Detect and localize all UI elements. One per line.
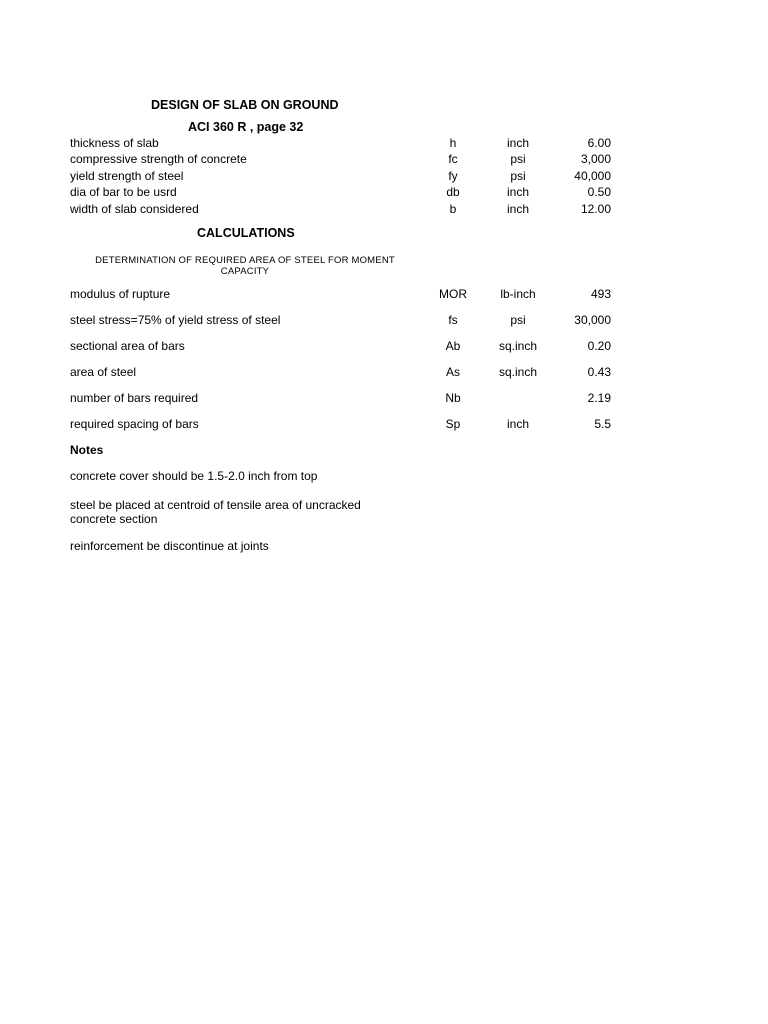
- note-item: reinforcement be discontinue at joints: [70, 539, 269, 553]
- row-unit: inch: [506, 202, 529, 216]
- note-item: concrete cover should be 1.5-2.0 inch from top: [70, 469, 318, 483]
- row-symbol: h: [449, 136, 457, 150]
- row-unit: lb-inch: [500, 287, 536, 301]
- input-row-slab-width: [70, 202, 615, 218]
- input-row-compressive-strength: [70, 152, 615, 168]
- code-reference: ACI 360 R , page 32: [188, 120, 304, 134]
- row-value: 493: [590, 287, 611, 301]
- calc-row-area-of-steel: [70, 365, 615, 381]
- row-value: 12.00: [580, 202, 611, 216]
- row-unit: sq.inch: [498, 365, 538, 379]
- calc-row-sectional-area: [70, 339, 615, 355]
- row-unit: psi: [510, 313, 526, 327]
- row-unit: psi: [510, 169, 526, 183]
- row-label: thickness of slab: [70, 136, 159, 150]
- input-row-bar-diameter: [70, 185, 615, 201]
- row-symbol: b: [449, 202, 457, 216]
- row-unit: inch: [506, 185, 529, 199]
- row-value: 0.20: [587, 339, 611, 353]
- notes-heading: Notes: [70, 443, 104, 457]
- row-value: 3,000: [580, 152, 611, 166]
- row-value: 30,000: [574, 313, 611, 327]
- input-row-thickness: [70, 136, 615, 152]
- row-symbol: db: [446, 185, 460, 199]
- calc-row-steel-stress: [70, 313, 615, 329]
- row-label: modulus of rupture: [70, 287, 171, 301]
- row-label: number of bars required: [70, 391, 199, 405]
- row-value: 2.19: [587, 391, 611, 405]
- row-unit: sq.inch: [498, 339, 538, 353]
- row-symbol: MOR: [439, 287, 467, 301]
- row-label: steel stress=75% of yield stress of steel: [70, 313, 281, 327]
- row-unit: psi: [510, 152, 526, 166]
- row-label: sectional area of bars: [70, 339, 185, 353]
- row-label: required spacing of bars: [70, 417, 199, 431]
- calculations-subheading: [70, 255, 420, 277]
- row-value: 40,000: [574, 169, 611, 183]
- subheading-line: CAPACITY: [220, 266, 270, 277]
- row-value: 6.00: [587, 136, 611, 150]
- row-symbol: fc: [448, 152, 458, 166]
- row-value: 0.50: [587, 185, 611, 199]
- calc-row-number-of-bars: [70, 391, 615, 407]
- row-label: width of slab considered: [70, 202, 199, 216]
- row-symbol: Nb: [445, 391, 461, 405]
- row-unit: inch: [506, 417, 529, 431]
- row-value: 0.43: [587, 365, 611, 379]
- row-unit: inch: [506, 136, 529, 150]
- calc-row-modulus-of-rupture: [70, 287, 615, 303]
- row-symbol: Sp: [445, 417, 461, 431]
- row-label: area of steel: [70, 365, 137, 379]
- row-label: compressive strength of concrete: [70, 152, 247, 166]
- row-label: dia of bar to be usrd: [70, 185, 177, 199]
- row-value: 5.5: [594, 417, 611, 431]
- calculations-heading: CALCULATIONS: [197, 226, 295, 240]
- row-symbol: fs: [448, 313, 458, 327]
- calc-row-bar-spacing: [70, 417, 615, 433]
- note-item: steel be placed at centroid of tensile area of uncracked concrete section: [70, 498, 361, 526]
- subheading-line: DETERMINATION OF REQUIRED AREA OF STEEL FOR MOMENT: [95, 255, 395, 266]
- row-symbol: Ab: [445, 339, 461, 353]
- row-symbol: fy: [448, 169, 458, 183]
- document-title: DESIGN OF SLAB ON GROUND: [151, 98, 339, 112]
- row-label: yield strength of steel: [70, 169, 184, 183]
- row-symbol: As: [445, 365, 460, 379]
- input-row-yield-strength: [70, 169, 615, 185]
